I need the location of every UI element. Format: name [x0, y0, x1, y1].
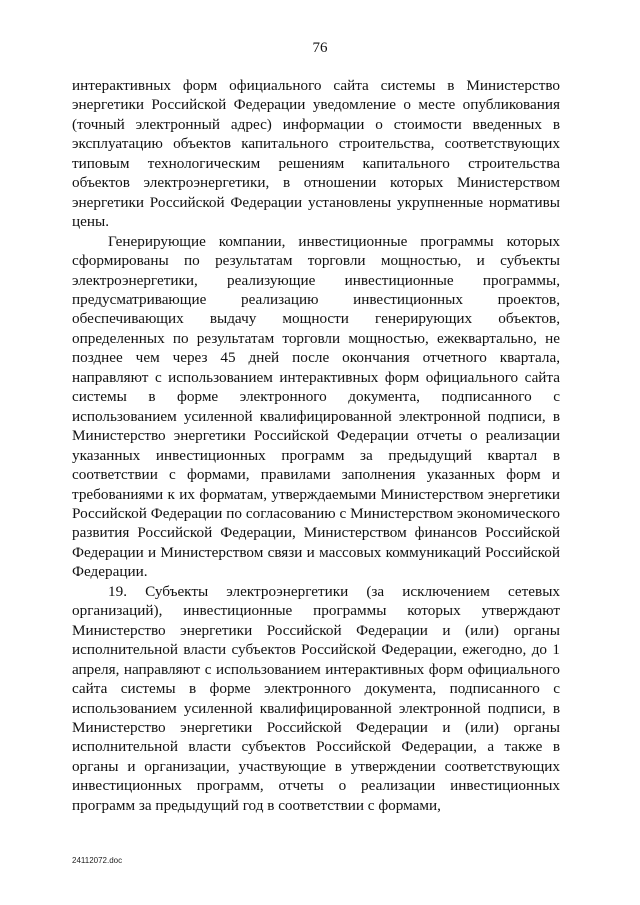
paragraph-generating-companies: Генерирующие компании, инвестиционные программы которых сформированы по результатам торговли мощностью, и субъекты электроэнергетики, реализующие инвестиционные программы, предусматривающие реализацию инвестиционных проектов, обеспечивающих выдачу мощности генерирующих объектов, определенных по результатам торговли мощностью, ежеквартально, не позднее чем через 45 дней после окончания отчетного квартала, направляют с использованием интерактивных форм официального сайта системы в форме электронного документа, подписанного с использованием усиленной квалифицированной электронной подписи, в Министерство энергетики Российской Федерации отчеты о реализации указанных инвестиционных программ за предыдущий квартал в соответствии с формами, правилами заполнения указанных форм и требованиями к их форматам, утверждаемыми Министерством энергетики Российской Федерации по согласованию с Министерством экономического развития Российской Федерации, Министерством финансов Российской Федерации и Министерством связи и массовых коммуникаций Российской Федерации.	[72, 232, 560, 581]
paragraph-continuation: интерактивных форм официального сайта системы в Министерство энергетики Российской Федерации уведомление о месте опубликования (точный электронный адрес) информации о стоимости введенных в эксплуатацию объектов капитального строительства, соответствующих типовым технологическим решениям капитального строительства объектов электроэнергетики, в отношении которых Министерством энергетики Российской Федерации установлены укрупненные нормативы цены.	[72, 77, 560, 231]
paragraph-item-19: 19. Субъекты электроэнергетики (за исключением сетевых организаций), инвестиционные программы которых утверждают Министерство энергетики Российской Федерации и (или) органы исполнительной власти субъектов Российской Федерации, ежегодно, до 1 апреля, направляют с использованием интерактивных форм официального сайта системы в форме электронного документа, подписанного с использованием усиленной квалифицированной электронной подписи, в Министерство энергетики Российской Федерации и (или) органы исполнительной власти субъектов Российской Федерации, а также в органы и организации, участвующие в утверждении соответствующих инвестиционных программ, отчеты о реализации инвестиционных программ за предыдущий год в соответствии с формами,	[72, 582, 560, 814]
document-filename: 24112072.doc	[72, 856, 123, 865]
document-body	[72, 76, 560, 815]
page-number: 76	[312, 40, 328, 56]
